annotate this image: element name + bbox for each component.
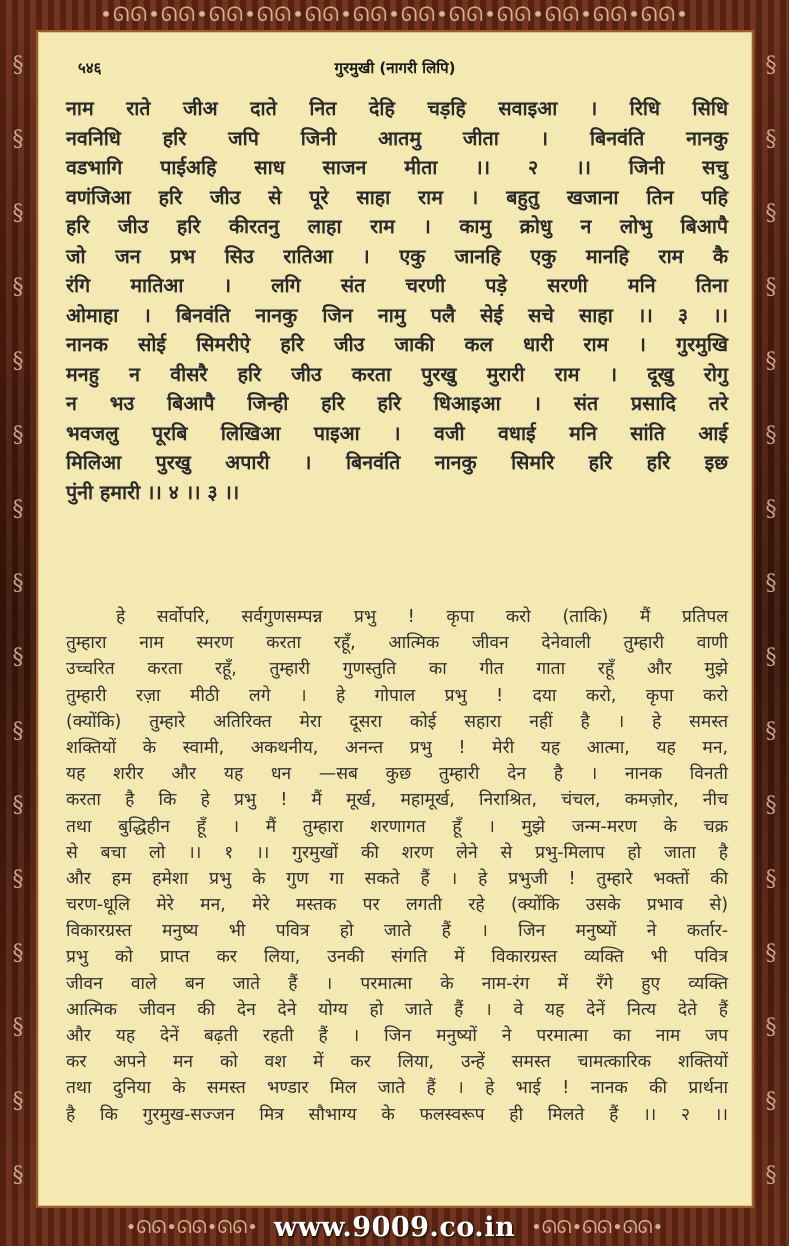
commentary-line: और हम हमेशा प्रभु के गुण गा सकते हैं । हे प्रभुजी ! तुम्हारे भक्तों की: [66, 868, 728, 889]
right-ornament-band: § § § § § § § § § § § § § § § §: [765, 52, 777, 1188]
verse-line: नानक सोई सिमरीऐ हरि जीउ जाकी कल धारी राम । गुरमुखि: [66, 333, 728, 356]
commentary-line: शक्तियों के स्वामी, अकथनीय, अनन्त प्रभु ! मेरी यह आत्मा, यह मन,: [66, 737, 728, 758]
verse-line: भवजलु पूरबि लिखिआ पाइआ । वजी वधाई मनि सांति आई: [66, 421, 728, 445]
scripture-page: [36, 30, 754, 1208]
commentary-line: हे सर्वोपरि, सर्वगुणसम्पन्न प्रभु ! कृपा करो (ताकि) मैं प्रतिपल: [116, 607, 728, 627]
commentary-line: उच्चरित करता रहूँ, तुम्हारी गुणस्तुति का गीत गाता रहूँ और मुझे: [66, 659, 728, 680]
footer-band: [0, 1208, 789, 1246]
verse-line: रंगि मातिआ । लगि संत चरणी पड़े सरणी मनि तिना: [66, 274, 728, 297]
footer-ornament-right: •ᘏᘏ•ᘏᘏ•ᘏᘏ•: [531, 1216, 664, 1238]
commentary-line: और यह देनें बढ़ती रहती हैं । जिन मनुष्यों ने परमात्मा का नाम जप: [66, 1026, 728, 1046]
commentary-line: चरण-धूलि मेरे मन, मेरे मस्तक पर लगती रहे (क्योंकि उसके प्रभाव से): [66, 895, 728, 916]
commentary-line: यह शरीर और यह धन —सब कुछ तुम्हारी देन है । नानक विनती: [66, 764, 728, 785]
verse-line: जो जन प्रभ सिउ रातिआ । एकु जानहि एकु मानहि राम कै: [66, 244, 728, 268]
website-link[interactable]: www.9009.co.in: [273, 1211, 516, 1243]
commentary-line: से बचा लो ।। १ ।। गुरमुखों की शरण लेने से प्रभु-मिलाप हो जाता है: [66, 842, 728, 863]
verse-line: पुंनी हमारी ।। ४ ।। ३ ।।: [66, 480, 240, 504]
commentary-line: तथा दुनिया के समस्त भण्डार मिल जाते हैं । हे भाई ! नानक की प्रार्थना: [66, 1078, 728, 1099]
verse-line: न भउ बिआपै जिन्ही हरि हरि धिआइआ । संत प्रसादि तरे: [66, 392, 728, 415]
commentary-line: है कि गुरमुख-सज्जन मित्र सौभाग्य के फलस्वरूप ही मिलते हैं ।। २ ।।: [66, 1104, 728, 1125]
commentary-line: तुम्हारी रज़ा मीठी लगे । हे गोपाल प्रभु ! दया करो, कृपा करो: [66, 685, 728, 706]
page-number: ५४६: [78, 59, 102, 77]
footer-ornament-left: •ᘏᘏ•ᘏᘏ•ᘏᘏ•: [125, 1216, 258, 1238]
commentary-line: जीवन वाले बन जाते हैं । परमात्मा के नाम-रंग में रँगे हुए व्यक्ति: [66, 973, 728, 994]
verse-line: नवनिधि हरि जपि जिनी आतमु जीता । बिनवंति नानकु: [66, 126, 728, 150]
verse-line: नाम राते जीअ दाते नित देहि चड़हि सवाइआ । रिधि सिधि: [66, 97, 728, 120]
commentary-line: कर अपने मन को वश में कर लिया, उन्हें समस्त चामत्कारिक शक्तियों: [66, 1052, 728, 1073]
verse-line: ओमाहा । बिनवंति नानकु जिन नामु पलै सेई सचे साहा ।। ३ ।।: [66, 303, 728, 327]
commentary-line: तुम्हारा नाम स्मरण करता रहूँ, आत्मिक जीवन देनेवाली तुम्हारी वाणी: [66, 633, 728, 654]
left-ornament-band: § § § § § § § § § § § § § § § §: [12, 52, 24, 1188]
verse-line: वणंजिआ हरि जीउ से पूरे साहा राम । बहुतु खजाना तिन पहि: [66, 185, 728, 209]
page-title: गुरमुखी (नागरी लिपि): [334, 59, 456, 77]
commentary-line: विकारग्रस्त मनुष्य भी पवित्र हो जाते हैं । जिन मनुष्यों ने कर्तार-: [66, 921, 728, 942]
commentary-block: [66, 604, 728, 1128]
commentary-line: तथा बुद्धिहीन हूँ । मैं तुम्हारा शरणागत हूँ । मुझे जन्म-मरण के चक्र: [66, 816, 728, 837]
commentary-line: आत्मिक जीवन की देन देने योग्य हो जाते हैं । वे यह देनें नित्य देते हैं: [66, 999, 728, 1020]
verse-line: वडभागि पाईअहि साध साजन मीता ।। २ ।। जिनी सचु: [66, 156, 728, 179]
verse-line: मनहु न वीसरै हरि जीउ करता पुरखु मुरारी राम । दूखु रोगु: [66, 362, 728, 386]
verse-line: हरि जीउ हरि कीरतनु लाहा राम । कामु क्रोधु न लोभु बिआपै: [66, 215, 728, 238]
top-scroll-ornament: •ᘏᘏ•ᘏᘏ•ᘏᘏ•ᘏᘏ•ᘏᘏ•ᘏᘏ•ᘏᘏ•ᘏᘏ•ᘏᘏ•ᘏᘏ•ᘏᘏ•ᘏᘏ•: [100, 2, 689, 26]
verse-block: [66, 94, 728, 507]
top-ornament-band: [0, 0, 789, 28]
commentary-line: (क्योंकि) तुम्हारे अतिरिक्त मेरा दूसरा कोई सहारा नहीं है । हे समस्त: [66, 711, 728, 732]
page-header: [58, 58, 732, 84]
verse-line: मिलिआ पुरखु अपारी । बिनवंति नानकु सिमरि हरि हरि इछ: [66, 451, 728, 474]
commentary-line: प्रभु को प्राप्त कर लिया, उनकी संगति में विकारग्रस्त व्यक्ति भी पवित्र: [66, 947, 728, 968]
commentary-line: करता है कि हे प्रभु ! मैं मूर्ख, महामूर्ख, निराश्रित, चंचल, कमज़ोर, नीच: [66, 790, 728, 811]
